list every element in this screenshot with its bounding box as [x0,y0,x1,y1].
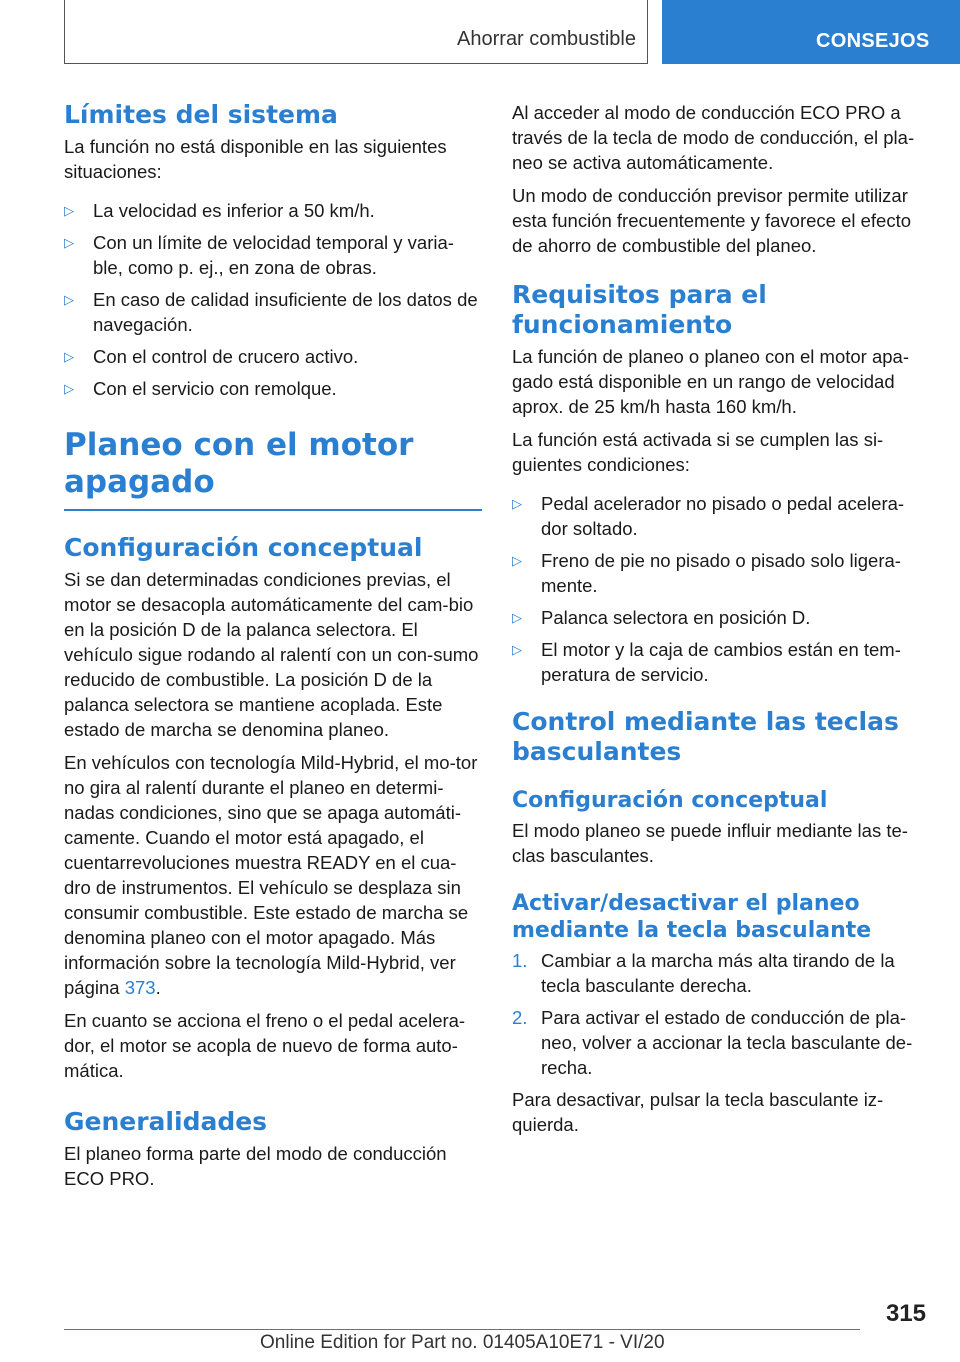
desactivar-paragraph: Para desactivar, pulsar la tecla basculante iz‐quierda. [512,1089,884,1135]
triangle-bullet-icon: ▷ [64,203,74,218]
right-column [512,100,928,1145]
list-item: ▷ Freno de pie no pisado o pisado solo ligera‐mente. [512,550,901,596]
header-tab-label: CONSEJOS [816,30,930,52]
control-config-heading: Configuración conceptual [512,788,828,813]
config-heading: Configuración conceptual [64,533,423,562]
requisitos-paragraph-2: La función está activada si se cumplen las si‐guientes condiciones: [512,429,884,475]
list-item: ▷ Palanca selectora en posición D. [512,607,811,628]
list-item: ▷ El motor y la caja de cambios están en tem‐peratura de servicio. [512,639,901,685]
list-item: ▷ En caso de calidad insuficiente de los datos de navegación. [64,289,478,335]
triangle-bullet-icon: ▷ [64,235,74,250]
list-item: ▷ Pedal acelerador no pisado o pedal acelera‐dor soltado. [512,493,905,539]
list-item: ▷ Con el control de crucero activo. [64,346,359,367]
requisitos-paragraph-1: La función de planeo o planeo con el motor apa‐gado está disponible en un rango de velocidad aprox. de 25 km/h hasta 160 km/h. [512,346,910,417]
footer-divider [64,1329,860,1330]
config-paragraph-2: En vehículos con tecnología Mild-Hybrid, el mo‐tor no gira al ralentí durante el planeo en determi‐nadas condiciones, sino que se apaga automáti‐camente. Cuando el motor está apagado, el cuentarrevoluciones muestra READY en el cua‐dro de instrumentos. El vehículo se desplaza sin consumir combustible. Este estado de marcha se denomina planeo con el motor apagado. Más información sobre la tecnología Mild-Hybrid, ver página 373. [64,752,478,998]
left-column [64,100,482,1199]
limites-heading: Límites del sistema [64,100,338,129]
step-number: 1. [512,950,528,971]
general-heading: Generalidades [64,1107,268,1136]
triangle-bullet-icon: ▷ [64,349,74,364]
step-item: 2. Para activar el estado de conducción de pla‐neo, volver a accionar la tecla basculante de‐recha. [512,1007,913,1078]
config-paragraph-3: En cuanto se acciona el freno o el pedal acelera‐dor, el motor se acopla de nuevo de forma auto‐mática. [64,1010,466,1081]
step-item: 1. Cambiar a la marcha más alta tirando de la tecla basculante derecha. [512,950,895,996]
page-link[interactable]: 373 [124,977,156,998]
general-paragraph: El planeo forma parte del modo de conducción ECO PRO. [64,1143,447,1189]
header-tab[interactable] [662,0,960,64]
requisitos-list [512,491,928,687]
triangle-bullet-icon: ▷ [512,496,522,511]
triangle-bullet-icon: ▷ [64,292,74,307]
config-paragraph-1: Si se dan determinadas condiciones previas, el motor se desacopla automáticamente del cam‐bio en la posición D de la palanca selectora. El vehículo sigue rodando al ralentí con un con‐sumo reducido de combustible. La posición D de la palanca selectora se mantiene acoplada. Este estado de marcha se denomina planeo. [64,569,479,740]
control-config-paragraph: El modo planeo se puede influir mediante las te‐clas basculantes. [512,820,908,866]
list-item: ▷ La velocidad es inferior a 50 km/h. [64,200,375,221]
triangle-bullet-icon: ▷ [512,642,522,657]
intro-paragraph-2: Un modo de conducción previsor permite utilizar esta función frecuentemente y favorece el efecto de ahorro de combustible del planeo. [512,185,912,256]
limites-intro: La función no está disponible en las siguientes situaciones: [64,136,447,182]
list-item: ▷ Con un límite de velocidad temporal y varia‐ble, como p. ej., en zona de obras. [64,232,454,278]
triangle-bullet-icon: ▷ [64,381,74,396]
list-item: ▷ Con el servicio con remolque. [64,378,337,399]
triangle-bullet-icon: ▷ [512,553,522,568]
footer-edition: Online Edition for Part no. 01405A10E71 - VI/20 [260,1332,665,1353]
steps-list [512,948,928,1080]
control-heading: Control mediante las teclas basculantes [512,707,899,766]
header-section-title: Ahorrar combustible [457,28,636,50]
intro-paragraph-1: Al acceder al modo de conducción ECO PRO a través de la tecla de modo de conducción, el pla‐neo se activa automáticamente. [512,102,915,173]
planeo-heading: Planeo con el motor apagado [64,427,482,511]
limites-list [64,198,482,401]
step-number: 2. [512,1007,528,1028]
page-number: 315 [885,1300,926,1327]
triangle-bullet-icon: ▷ [512,610,522,625]
requisitos-heading: Requisitos para el funcionamiento [512,280,767,339]
activar-heading: Activar/desactivar el planeo mediante la tecla basculante [512,891,872,943]
